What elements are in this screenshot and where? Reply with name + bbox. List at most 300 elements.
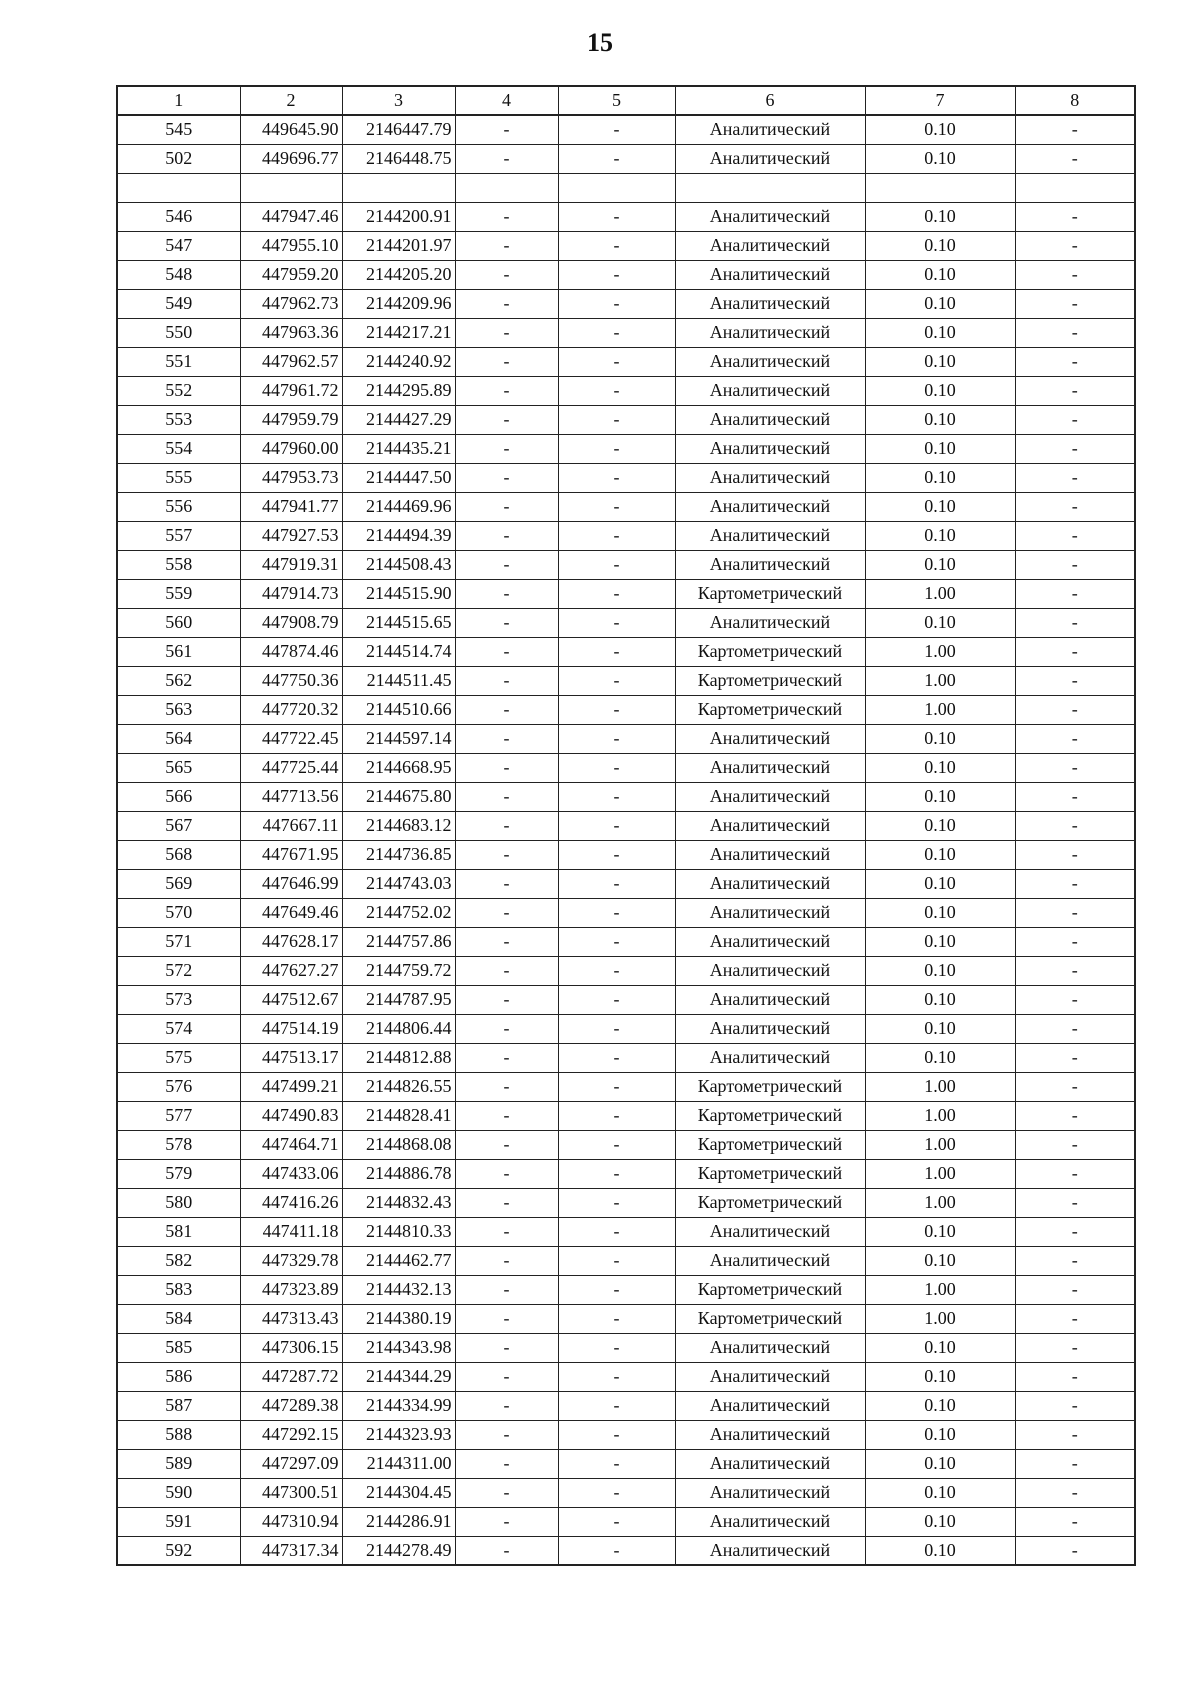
column-8-cell: - <box>1015 1449 1135 1478</box>
method-cell: Картометрический <box>675 1072 865 1101</box>
column-4-cell: - <box>455 840 558 869</box>
y-coordinate-cell: 2144787.95 <box>342 985 455 1014</box>
column-4-cell: - <box>455 492 558 521</box>
method-cell: Картометрический <box>675 1188 865 1217</box>
accuracy-cell: 0.10 <box>865 260 1015 289</box>
table-row <box>117 347 1135 376</box>
column-4-cell: - <box>455 1101 558 1130</box>
accuracy-cell: 0.10 <box>865 811 1015 840</box>
column-header-1: 1 <box>117 86 240 115</box>
accuracy-cell: 1.00 <box>865 1275 1015 1304</box>
x-coordinate-cell: 447313.43 <box>240 1304 342 1333</box>
column-header-7: 7 <box>865 86 1015 115</box>
point-number-cell: 551 <box>117 347 240 376</box>
point-number-cell: 568 <box>117 840 240 869</box>
accuracy-cell: 0.10 <box>865 318 1015 347</box>
x-coordinate-cell: 447720.32 <box>240 695 342 724</box>
method-cell <box>675 173 865 202</box>
y-coordinate-cell: 2146448.75 <box>342 144 455 173</box>
column-5-cell: - <box>558 1304 675 1333</box>
method-cell: Картометрический <box>675 1130 865 1159</box>
method-cell: Аналитический <box>675 347 865 376</box>
x-coordinate-cell: 447962.73 <box>240 289 342 318</box>
table-row <box>117 231 1135 260</box>
method-cell: Аналитический <box>675 1362 865 1391</box>
column-5-cell: - <box>558 550 675 579</box>
table-row <box>117 985 1135 1014</box>
y-coordinate-cell: 2144736.85 <box>342 840 455 869</box>
table-row <box>117 1333 1135 1362</box>
point-number-cell: 588 <box>117 1420 240 1449</box>
point-number-cell: 561 <box>117 637 240 666</box>
x-coordinate-cell: 447300.51 <box>240 1478 342 1507</box>
column-5-cell: - <box>558 608 675 637</box>
accuracy-cell: 0.10 <box>865 782 1015 811</box>
x-coordinate-cell: 447953.73 <box>240 463 342 492</box>
column-5-cell: - <box>558 579 675 608</box>
column-5-cell: - <box>558 492 675 521</box>
column-4-cell: - <box>455 1217 558 1246</box>
point-number-cell: 589 <box>117 1449 240 1478</box>
column-4-cell: - <box>455 1188 558 1217</box>
column-5-cell: - <box>558 318 675 347</box>
column-4-cell: - <box>455 521 558 550</box>
column-5-cell: - <box>558 1507 675 1536</box>
method-cell: Аналитический <box>675 1217 865 1246</box>
accuracy-cell: 0.10 <box>865 985 1015 1014</box>
method-cell: Аналитический <box>675 144 865 173</box>
point-number-cell: 557 <box>117 521 240 550</box>
column-4-cell: - <box>455 579 558 608</box>
point-number-cell: 564 <box>117 724 240 753</box>
accuracy-cell: 0.10 <box>865 753 1015 782</box>
table-row <box>117 173 1135 202</box>
column-8-cell: - <box>1015 347 1135 376</box>
table-row <box>117 695 1135 724</box>
column-8-cell: - <box>1015 1362 1135 1391</box>
accuracy-cell: 1.00 <box>865 1130 1015 1159</box>
method-cell: Аналитический <box>675 927 865 956</box>
column-8-cell: - <box>1015 1333 1135 1362</box>
column-8-cell: - <box>1015 811 1135 840</box>
accuracy-cell: 0.10 <box>865 115 1015 144</box>
column-5-cell: - <box>558 782 675 811</box>
column-8-cell: - <box>1015 927 1135 956</box>
table-row <box>117 1304 1135 1333</box>
y-coordinate-cell: 2144886.78 <box>342 1159 455 1188</box>
x-coordinate-cell: 447464.71 <box>240 1130 342 1159</box>
table-row <box>117 376 1135 405</box>
column-4-cell: - <box>455 1304 558 1333</box>
method-cell: Аналитический <box>675 1333 865 1362</box>
column-8-cell: - <box>1015 1043 1135 1072</box>
accuracy-cell: 1.00 <box>865 1159 1015 1188</box>
y-coordinate-cell: 2144515.65 <box>342 608 455 637</box>
method-cell: Аналитический <box>675 463 865 492</box>
x-coordinate-cell: 447671.95 <box>240 840 342 869</box>
point-number-cell: 556 <box>117 492 240 521</box>
method-cell: Аналитический <box>675 956 865 985</box>
accuracy-cell: 0.10 <box>865 347 1015 376</box>
method-cell: Аналитический <box>675 869 865 898</box>
column-8-cell: - <box>1015 1101 1135 1130</box>
y-coordinate-cell: 2144514.74 <box>342 637 455 666</box>
y-coordinate-cell: 2144494.39 <box>342 521 455 550</box>
point-number-cell: 552 <box>117 376 240 405</box>
column-5-cell: - <box>558 985 675 1014</box>
x-coordinate-cell <box>240 173 342 202</box>
column-8-cell: - <box>1015 782 1135 811</box>
point-number-cell: 571 <box>117 927 240 956</box>
column-header-8: 8 <box>1015 86 1135 115</box>
column-8-cell: - <box>1015 1391 1135 1420</box>
column-8-cell: - <box>1015 492 1135 521</box>
method-cell: Аналитический <box>675 521 865 550</box>
column-8-cell: - <box>1015 1420 1135 1449</box>
table-header <box>117 86 1135 115</box>
column-8-cell: - <box>1015 1275 1135 1304</box>
x-coordinate-cell: 447963.36 <box>240 318 342 347</box>
column-8-cell: - <box>1015 550 1135 579</box>
accuracy-cell: 0.10 <box>865 1246 1015 1275</box>
y-coordinate-cell: 2144200.91 <box>342 202 455 231</box>
column-5-cell: - <box>558 927 675 956</box>
accuracy-cell: 0.10 <box>865 521 1015 550</box>
y-coordinate-cell: 2144826.55 <box>342 1072 455 1101</box>
point-number-cell: 584 <box>117 1304 240 1333</box>
accuracy-cell: 1.00 <box>865 666 1015 695</box>
x-coordinate-cell: 447955.10 <box>240 231 342 260</box>
accuracy-cell: 1.00 <box>865 637 1015 666</box>
column-5-cell: - <box>558 289 675 318</box>
method-cell: Картометрический <box>675 637 865 666</box>
column-4-cell: - <box>455 637 558 666</box>
column-4-cell: - <box>455 1333 558 1362</box>
table-row <box>117 1014 1135 1043</box>
column-4-cell: - <box>455 1159 558 1188</box>
table-row <box>117 434 1135 463</box>
y-coordinate-cell: 2144668.95 <box>342 753 455 782</box>
table-row <box>117 289 1135 318</box>
column-8-cell: - <box>1015 1130 1135 1159</box>
x-coordinate-cell: 447323.89 <box>240 1275 342 1304</box>
method-cell: Аналитический <box>675 753 865 782</box>
y-coordinate-cell: 2144380.19 <box>342 1304 455 1333</box>
accuracy-cell: 0.10 <box>865 1217 1015 1246</box>
column-8-cell: - <box>1015 405 1135 434</box>
point-number-cell: 558 <box>117 550 240 579</box>
x-coordinate-cell: 447960.00 <box>240 434 342 463</box>
column-5-cell: - <box>558 1159 675 1188</box>
y-coordinate-cell: 2144240.92 <box>342 347 455 376</box>
column-8-cell: - <box>1015 1072 1135 1101</box>
accuracy-cell: 0.10 <box>865 1333 1015 1362</box>
column-5-cell: - <box>558 260 675 289</box>
y-coordinate-cell: 2144511.45 <box>342 666 455 695</box>
column-4-cell: - <box>455 260 558 289</box>
table-row <box>117 1478 1135 1507</box>
column-4-cell: - <box>455 608 558 637</box>
column-5-cell: - <box>558 1536 675 1565</box>
column-8-cell: - <box>1015 1507 1135 1536</box>
x-coordinate-cell: 447722.45 <box>240 724 342 753</box>
x-coordinate-cell: 447297.09 <box>240 1449 342 1478</box>
y-coordinate-cell: 2144759.72 <box>342 956 455 985</box>
method-cell: Аналитический <box>675 434 865 463</box>
column-4-cell: - <box>455 1391 558 1420</box>
x-coordinate-cell: 447667.11 <box>240 811 342 840</box>
accuracy-cell: 1.00 <box>865 1188 1015 1217</box>
column-5-cell: - <box>558 347 675 376</box>
column-8-cell: - <box>1015 115 1135 144</box>
y-coordinate-cell: 2144435.21 <box>342 434 455 463</box>
table-row <box>117 318 1135 347</box>
accuracy-cell: 0.10 <box>865 1449 1015 1478</box>
accuracy-cell: 0.10 <box>865 202 1015 231</box>
column-8-cell: - <box>1015 376 1135 405</box>
table-row <box>117 550 1135 579</box>
point-number-cell: 580 <box>117 1188 240 1217</box>
column-4-cell: - <box>455 1420 558 1449</box>
accuracy-cell: 0.10 <box>865 956 1015 985</box>
column-5-cell: - <box>558 115 675 144</box>
accuracy-cell: 0.10 <box>865 869 1015 898</box>
table-row <box>117 608 1135 637</box>
column-5-cell: - <box>558 666 675 695</box>
column-8-cell: - <box>1015 724 1135 753</box>
method-cell: Аналитический <box>675 376 865 405</box>
x-coordinate-cell: 447310.94 <box>240 1507 342 1536</box>
table-body <box>117 115 1135 1565</box>
x-coordinate-cell: 447750.36 <box>240 666 342 695</box>
table-row <box>117 898 1135 927</box>
column-8-cell: - <box>1015 666 1135 695</box>
table-row <box>117 1246 1135 1275</box>
x-coordinate-cell: 447306.15 <box>240 1333 342 1362</box>
table-row <box>117 666 1135 695</box>
column-5-cell: - <box>558 463 675 492</box>
y-coordinate-cell: 2144757.86 <box>342 927 455 956</box>
column-4-cell: - <box>455 1275 558 1304</box>
column-8-cell: - <box>1015 1159 1135 1188</box>
method-cell: Аналитический <box>675 115 865 144</box>
column-5-cell: - <box>558 405 675 434</box>
accuracy-cell: 0.10 <box>865 289 1015 318</box>
column-5-cell: - <box>558 898 675 927</box>
point-number-cell: 546 <box>117 202 240 231</box>
table-row <box>117 202 1135 231</box>
point-number-cell: 573 <box>117 985 240 1014</box>
column-8-cell: - <box>1015 144 1135 173</box>
method-cell: Аналитический <box>675 1420 865 1449</box>
column-4-cell: - <box>455 1536 558 1565</box>
y-coordinate-cell: 2144462.77 <box>342 1246 455 1275</box>
accuracy-cell: 1.00 <box>865 1101 1015 1130</box>
y-coordinate-cell: 2144217.21 <box>342 318 455 347</box>
accuracy-cell: 0.10 <box>865 724 1015 753</box>
column-5-cell: - <box>558 376 675 405</box>
y-coordinate-cell: 2144295.89 <box>342 376 455 405</box>
table-row <box>117 1507 1135 1536</box>
table-row <box>117 260 1135 289</box>
column-5-cell: - <box>558 1101 675 1130</box>
method-cell: Аналитический <box>675 318 865 347</box>
accuracy-cell: 0.10 <box>865 434 1015 463</box>
method-cell: Аналитический <box>675 1507 865 1536</box>
accuracy-cell: 1.00 <box>865 695 1015 724</box>
x-coordinate-cell: 447433.06 <box>240 1159 342 1188</box>
y-coordinate-cell: 2144205.20 <box>342 260 455 289</box>
point-number-cell: 560 <box>117 608 240 637</box>
x-coordinate-cell: 447512.67 <box>240 985 342 1014</box>
y-coordinate-cell: 2144810.33 <box>342 1217 455 1246</box>
accuracy-cell: 0.10 <box>865 1478 1015 1507</box>
table-row <box>117 1101 1135 1130</box>
column-8-cell: - <box>1015 579 1135 608</box>
x-coordinate-cell: 447959.20 <box>240 260 342 289</box>
point-number-cell: 591 <box>117 1507 240 1536</box>
accuracy-cell: 0.10 <box>865 550 1015 579</box>
column-header-3: 3 <box>342 86 455 115</box>
point-number-cell: 553 <box>117 405 240 434</box>
column-8-cell: - <box>1015 318 1135 347</box>
point-number-cell: 592 <box>117 1536 240 1565</box>
method-cell: Аналитический <box>675 1246 865 1275</box>
point-number-cell: 586 <box>117 1362 240 1391</box>
x-coordinate-cell: 447908.79 <box>240 608 342 637</box>
point-number-cell: 570 <box>117 898 240 927</box>
x-coordinate-cell: 447649.46 <box>240 898 342 927</box>
method-cell: Аналитический <box>675 405 865 434</box>
column-8-cell: - <box>1015 1217 1135 1246</box>
column-4-cell: - <box>455 1507 558 1536</box>
point-number-cell <box>117 173 240 202</box>
point-number-cell: 554 <box>117 434 240 463</box>
table-row <box>117 1391 1135 1420</box>
column-8-cell: - <box>1015 289 1135 318</box>
method-cell: Аналитический <box>675 1014 865 1043</box>
point-number-cell: 581 <box>117 1217 240 1246</box>
column-5-cell: - <box>558 753 675 782</box>
column-8-cell: - <box>1015 637 1135 666</box>
point-number-cell: 569 <box>117 869 240 898</box>
column-5-cell: - <box>558 1391 675 1420</box>
column-5-cell: - <box>558 869 675 898</box>
method-cell: Аналитический <box>675 1449 865 1478</box>
accuracy-cell: 0.10 <box>865 898 1015 927</box>
column-4-cell: - <box>455 782 558 811</box>
x-coordinate-cell: 447725.44 <box>240 753 342 782</box>
method-cell: Аналитический <box>675 1536 865 1565</box>
x-coordinate-cell: 447416.26 <box>240 1188 342 1217</box>
method-cell: Картометрический <box>675 1275 865 1304</box>
method-cell: Аналитический <box>675 985 865 1014</box>
page-number: 15 <box>587 28 613 57</box>
table-row <box>117 782 1135 811</box>
point-number-cell: 575 <box>117 1043 240 1072</box>
table-row <box>117 1217 1135 1246</box>
accuracy-cell: 0.10 <box>865 1362 1015 1391</box>
accuracy-cell: 1.00 <box>865 579 1015 608</box>
column-4-cell: - <box>455 1449 558 1478</box>
x-coordinate-cell: 447499.21 <box>240 1072 342 1101</box>
column-8-cell: - <box>1015 521 1135 550</box>
x-coordinate-cell: 447962.57 <box>240 347 342 376</box>
column-5-cell: - <box>558 1275 675 1304</box>
accuracy-cell: 0.10 <box>865 1014 1015 1043</box>
column-4-cell: - <box>455 927 558 956</box>
x-coordinate-cell: 447919.31 <box>240 550 342 579</box>
column-5-cell: - <box>558 1130 675 1159</box>
column-header-5: 5 <box>558 86 675 115</box>
column-4-cell: - <box>455 347 558 376</box>
column-8-cell: - <box>1015 695 1135 724</box>
table-row <box>117 1072 1135 1101</box>
column-8-cell: - <box>1015 434 1135 463</box>
point-number-cell: 572 <box>117 956 240 985</box>
point-number-cell: 576 <box>117 1072 240 1101</box>
column-8-cell: - <box>1015 753 1135 782</box>
point-number-cell: 590 <box>117 1478 240 1507</box>
x-coordinate-cell: 449696.77 <box>240 144 342 173</box>
column-4-cell: - <box>455 144 558 173</box>
method-cell: Аналитический <box>675 231 865 260</box>
column-4-cell <box>455 173 558 202</box>
column-5-cell: - <box>558 695 675 724</box>
accuracy-cell: 0.10 <box>865 1420 1015 1449</box>
column-5-cell: - <box>558 956 675 985</box>
column-4-cell: - <box>455 405 558 434</box>
point-number-cell: 565 <box>117 753 240 782</box>
point-number-cell: 555 <box>117 463 240 492</box>
method-cell: Аналитический <box>675 492 865 521</box>
point-number-cell: 563 <box>117 695 240 724</box>
table-row <box>117 1420 1135 1449</box>
x-coordinate-cell: 447411.18 <box>240 1217 342 1246</box>
point-number-cell: 585 <box>117 1333 240 1362</box>
x-coordinate-cell: 447490.83 <box>240 1101 342 1130</box>
table-row <box>117 492 1135 521</box>
point-number-cell: 545 <box>117 115 240 144</box>
column-4-cell: - <box>455 985 558 1014</box>
column-4-cell: - <box>455 753 558 782</box>
method-cell: Аналитический <box>675 289 865 318</box>
method-cell: Аналитический <box>675 608 865 637</box>
table-row <box>117 753 1135 782</box>
y-coordinate-cell: 2144752.02 <box>342 898 455 927</box>
accuracy-cell: 0.10 <box>865 144 1015 173</box>
x-coordinate-cell: 447713.56 <box>240 782 342 811</box>
header-row <box>117 86 1135 115</box>
y-coordinate-cell: 2144334.99 <box>342 1391 455 1420</box>
column-8-cell: - <box>1015 608 1135 637</box>
column-5-cell: - <box>558 1246 675 1275</box>
y-coordinate-cell: 2144447.50 <box>342 463 455 492</box>
y-coordinate-cell: 2144323.93 <box>342 1420 455 1449</box>
table-row <box>117 811 1135 840</box>
y-coordinate-cell: 2144311.00 <box>342 1449 455 1478</box>
accuracy-cell <box>865 173 1015 202</box>
x-coordinate-cell: 447292.15 <box>240 1420 342 1449</box>
point-number-cell: 567 <box>117 811 240 840</box>
column-8-cell: - <box>1015 869 1135 898</box>
y-coordinate-cell: 2144597.14 <box>342 724 455 753</box>
accuracy-cell: 0.10 <box>865 376 1015 405</box>
point-number-cell: 550 <box>117 318 240 347</box>
y-coordinate-cell: 2144508.43 <box>342 550 455 579</box>
point-number-cell: 587 <box>117 1391 240 1420</box>
table-row <box>117 405 1135 434</box>
